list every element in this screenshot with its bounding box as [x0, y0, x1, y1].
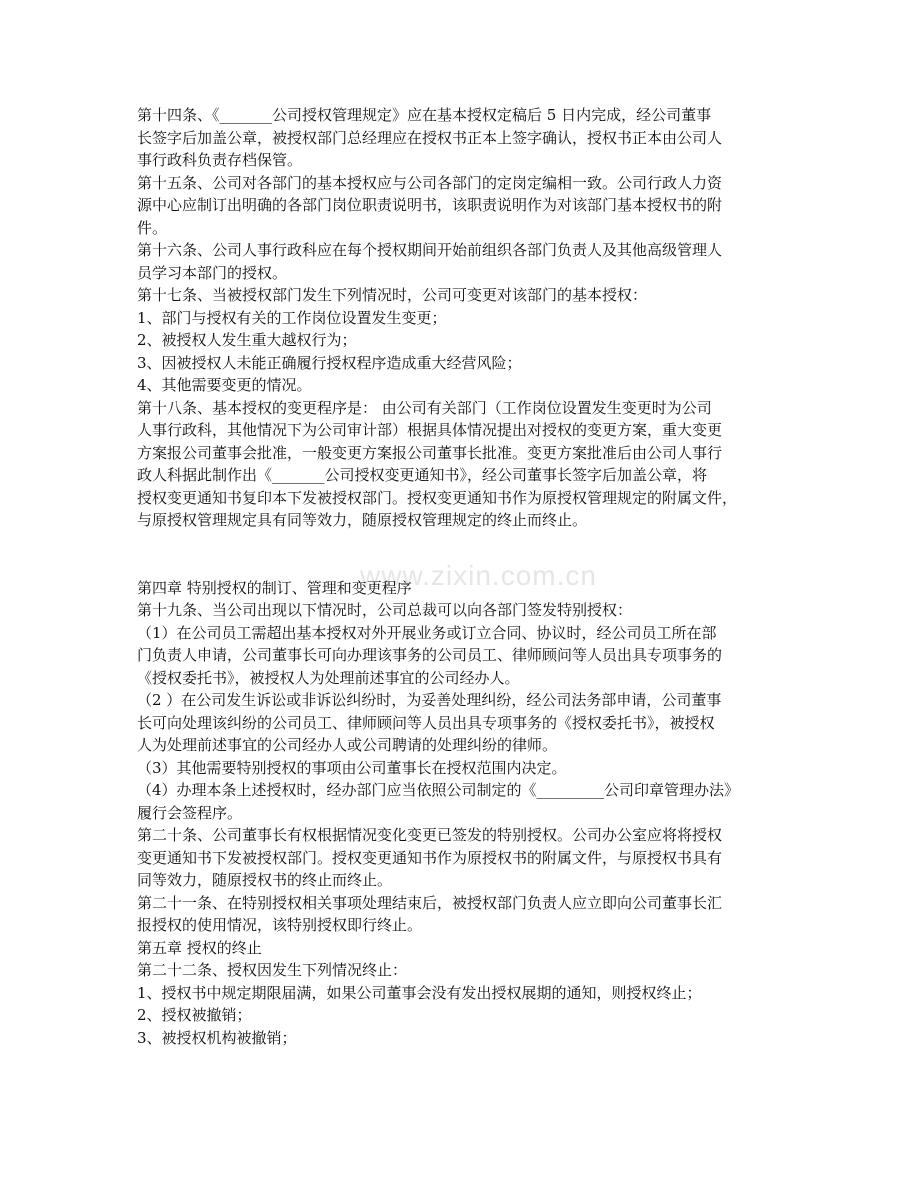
text-line: 事行政科负责存档保管。 — [137, 151, 303, 169]
text-line: 履行会签程序。 — [137, 803, 243, 822]
text-line: 3、因被授权人未能正确履行授权程序造成重大经营风险； — [137, 353, 522, 372]
text-line: 3、被授权机构被撤销； — [137, 1028, 297, 1047]
text-line: 长签字后加盖公章，被授权部门总经理应在授权书正本上签字确认，授权书正本由公司人 — [137, 128, 723, 147]
text-line: 4、其他需要变更的情况。 — [137, 376, 312, 394]
section-gap — [137, 532, 797, 577]
text-line: 第十九条、当公司出现以下情况时，公司总裁可以向各部门签发特别授权： — [137, 601, 633, 619]
text-line: （2 ）在公司发生诉讼或非诉讼纠纷时，为妥善处理纠纷，经公司法务部申请，公司董事 — [137, 691, 722, 709]
text-line: 第十五条、公司对各部门的基本授权应与公司各部门的定岗定编相一致。公司行政人力资 — [137, 173, 723, 192]
text-line: 员学习本部门的授权。 — [137, 263, 288, 282]
chapter-heading: 第五章 授权的终止 — [137, 938, 262, 957]
text-line: 长可向处理该纠纷的公司员工、律师顾问等人员出具专项事务的《授权委托书》，被授权 — [137, 713, 715, 732]
text-line: 人事行政科，其他情况下为公司审计部）根据具体情况提出对授权的变更方案，重大变更 — [137, 421, 723, 439]
text-line: 1、部门与授权有关的工作岗位设置发生变更； — [137, 308, 447, 327]
text-line: 件。 — [137, 218, 168, 237]
text-line: 1、授权书中规定期限届满，如果公司董事会没有发出授权展期的通知，则授权终止； — [137, 983, 702, 1002]
text-line: 第十四条、《_______公司授权管理规定》应在基本授权定稿后 5 日内完成，经公司董事 — [137, 106, 712, 124]
text-line: 第二十一条、在特别授权相关事项处理结束后，被授权部门负责人应立即向公司董事长汇 — [137, 893, 723, 912]
text-line: 第二十二条、授权因发生下列情况终止： — [137, 961, 408, 979]
text-line: 《授权委托书》，被授权人为处理前述事宜的公司经办人。 — [137, 668, 520, 687]
text-line: 2、授权被撤销； — [137, 1006, 252, 1024]
text-line: 授权变更通知书复印本下发被授权部门。授权变更通知书作为原授权管理规定的附属文件， — [137, 488, 738, 507]
text-line: 变更通知书下发被授权部门。授权变更通知书作为原授权书的附属文件，与原授权书具有 — [137, 848, 723, 867]
text-line: （4）办理本条上述授权时，经办部门应当依照公司制定的《_________公司印章管理办法》 — [137, 781, 740, 799]
watermark: www.zixin.com.cn — [360, 560, 597, 591]
text-line: （3）其他需要特别授权的事项由公司董事长在授权范围内决定。 — [137, 758, 567, 777]
text-line: 人为处理前述事宜的公司经办人或公司聘请的处理纠纷的律师。 — [137, 736, 558, 754]
text-line: 2、被授权人发生重大越权行为； — [137, 331, 357, 349]
chapter-heading: 第四章 特别授权的制订、管理和变更程序 — [137, 578, 412, 597]
text-line: 与原授权管理规定具有同等效力，随原授权管理规定的终止而终止。 — [137, 511, 588, 529]
text-line: 源中心应制订出明确的各部门岗位职责说明书，该职责说明作为对该部门基本授权书的附 — [137, 196, 723, 214]
text-line: 同等效力，随原授权书的终止而终止。 — [137, 871, 393, 889]
text-line: 第十八条、基本授权的变更程序是： 由公司有关部门（工作岗位设置发生变更时为公司 — [137, 398, 712, 417]
document-body — [137, 104, 797, 1049]
text-line: 门负责人申请，公司董事长可向办理该事务的公司员工、律师顾问等人员出具专项事务的 — [137, 646, 723, 664]
text-line: 政人科据此制作出《_______公司授权变更通知书》，经公司董事长签字后加盖公章，将 — [137, 466, 708, 484]
text-line: （1）在公司员工需超出基本授权对外开展业务或订立合同、协议时，经公司员工所在部 — [137, 623, 717, 642]
text-line: 方案报公司董事会批准，一般变更方案报公司董事长批准。变更方案批准后由公司人事行 — [137, 443, 723, 462]
text-line: 第十六条、公司人事行政科应在每个授权期间开始前组织各部门负责人及其他高级管理人 — [137, 241, 723, 259]
text-line: 报授权的使用情况，该特别授权即行终止。 — [137, 916, 423, 934]
text-line: 第十七条、当被授权部门发生下列情况时，公司可变更对该部门的基本授权： — [137, 286, 648, 304]
text-line: 第二十条、公司董事长有权根据情况变化变更已签发的特别授权。公司办公室应将将授权 — [137, 826, 723, 844]
